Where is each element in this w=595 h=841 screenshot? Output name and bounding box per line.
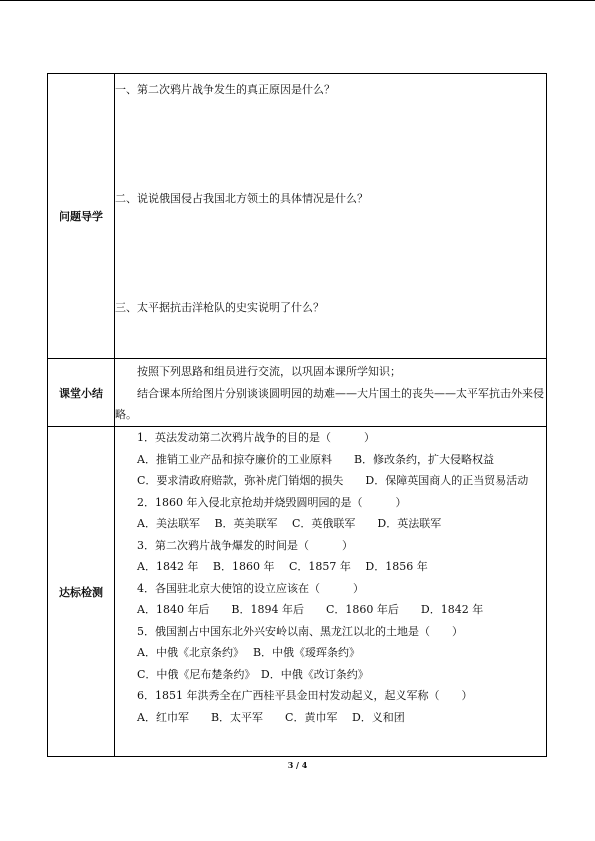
- test-line: A．1840 年后 B．1894 年后 C．1860 年后 D．1842 年: [137, 603, 484, 616]
- label-guide: 问题导学: [48, 74, 115, 359]
- guide-question-1: 一、第二次鸦片战争发生的真正原因是什么？: [115, 83, 335, 96]
- guide-question-2: 二、说说俄国侵占我国北方领土的具体情况是什么？: [115, 192, 368, 205]
- top-rule: [0, 0, 595, 1]
- test-line: A．推销工业产品和掠夺廉价的工业原料 B．修改条约，扩大侵略权益: [137, 452, 495, 466]
- summary-line-2: 结合课本所给图片分别谈谈圆明园的劫难——大片国土的丧失——太平军抗击外来侵略。: [115, 386, 544, 421]
- test-line: 6．1851 年洪秀全在广西桂平县金田村发动起义，起义军称（ ）: [137, 689, 473, 702]
- summary-line-1: 按照下列思路和组员进行交流，以巩固本课所学知识；: [137, 365, 401, 378]
- guide-content: [115, 74, 547, 359]
- label-test: 达标检测: [48, 427, 115, 757]
- page-number: 3 / 4: [287, 760, 308, 770]
- test-line: C．要求清政府赔款，弥补虎门销烟的损失 D．保障英国商人的正当贸易活动: [137, 474, 529, 487]
- row-test: [48, 427, 547, 757]
- test-line: A．美法联军 B．英美联军 C．英俄联军 D．英法联军: [137, 517, 442, 530]
- summary-content: [115, 359, 547, 427]
- label-summary: 课堂小结: [48, 359, 115, 427]
- test-line: 2．1860 年入侵北京抢劫并烧毁圆明园的是（ ）: [137, 495, 407, 509]
- lesson-table: [47, 73, 547, 757]
- test-line: A．红巾军 B．太平军 C．黄巾军 D．义和团: [137, 710, 405, 724]
- row-guide: [48, 74, 547, 359]
- guide-question-3: 三、太平据抗击洋枪队的史实说明了什么？: [115, 301, 324, 314]
- test-line: 1．英法发动第二次鸦片战争的目的是（ ）: [137, 431, 375, 444]
- test-line: C．中俄《尼布楚条约》 D．中俄《改订条约》: [137, 667, 369, 681]
- test-line: A．中俄《北京条约》 B．中俄《瑷珲条约》: [137, 646, 361, 659]
- test-line: A．1842 年 B．1860 年 C．1857 年 D．1856 年: [137, 560, 428, 573]
- row-summary: [48, 359, 547, 427]
- test-content: [115, 427, 547, 757]
- test-line: 5．俄国割占中国东北外兴安岭以南、黑龙江以北的土地是（ ）: [137, 624, 463, 638]
- test-line: 4．各国驻北京大使馆的设立应该在（ ）: [137, 581, 364, 595]
- test-line: 3．第二次鸦片战争爆发的时间是（ ）: [137, 538, 353, 552]
